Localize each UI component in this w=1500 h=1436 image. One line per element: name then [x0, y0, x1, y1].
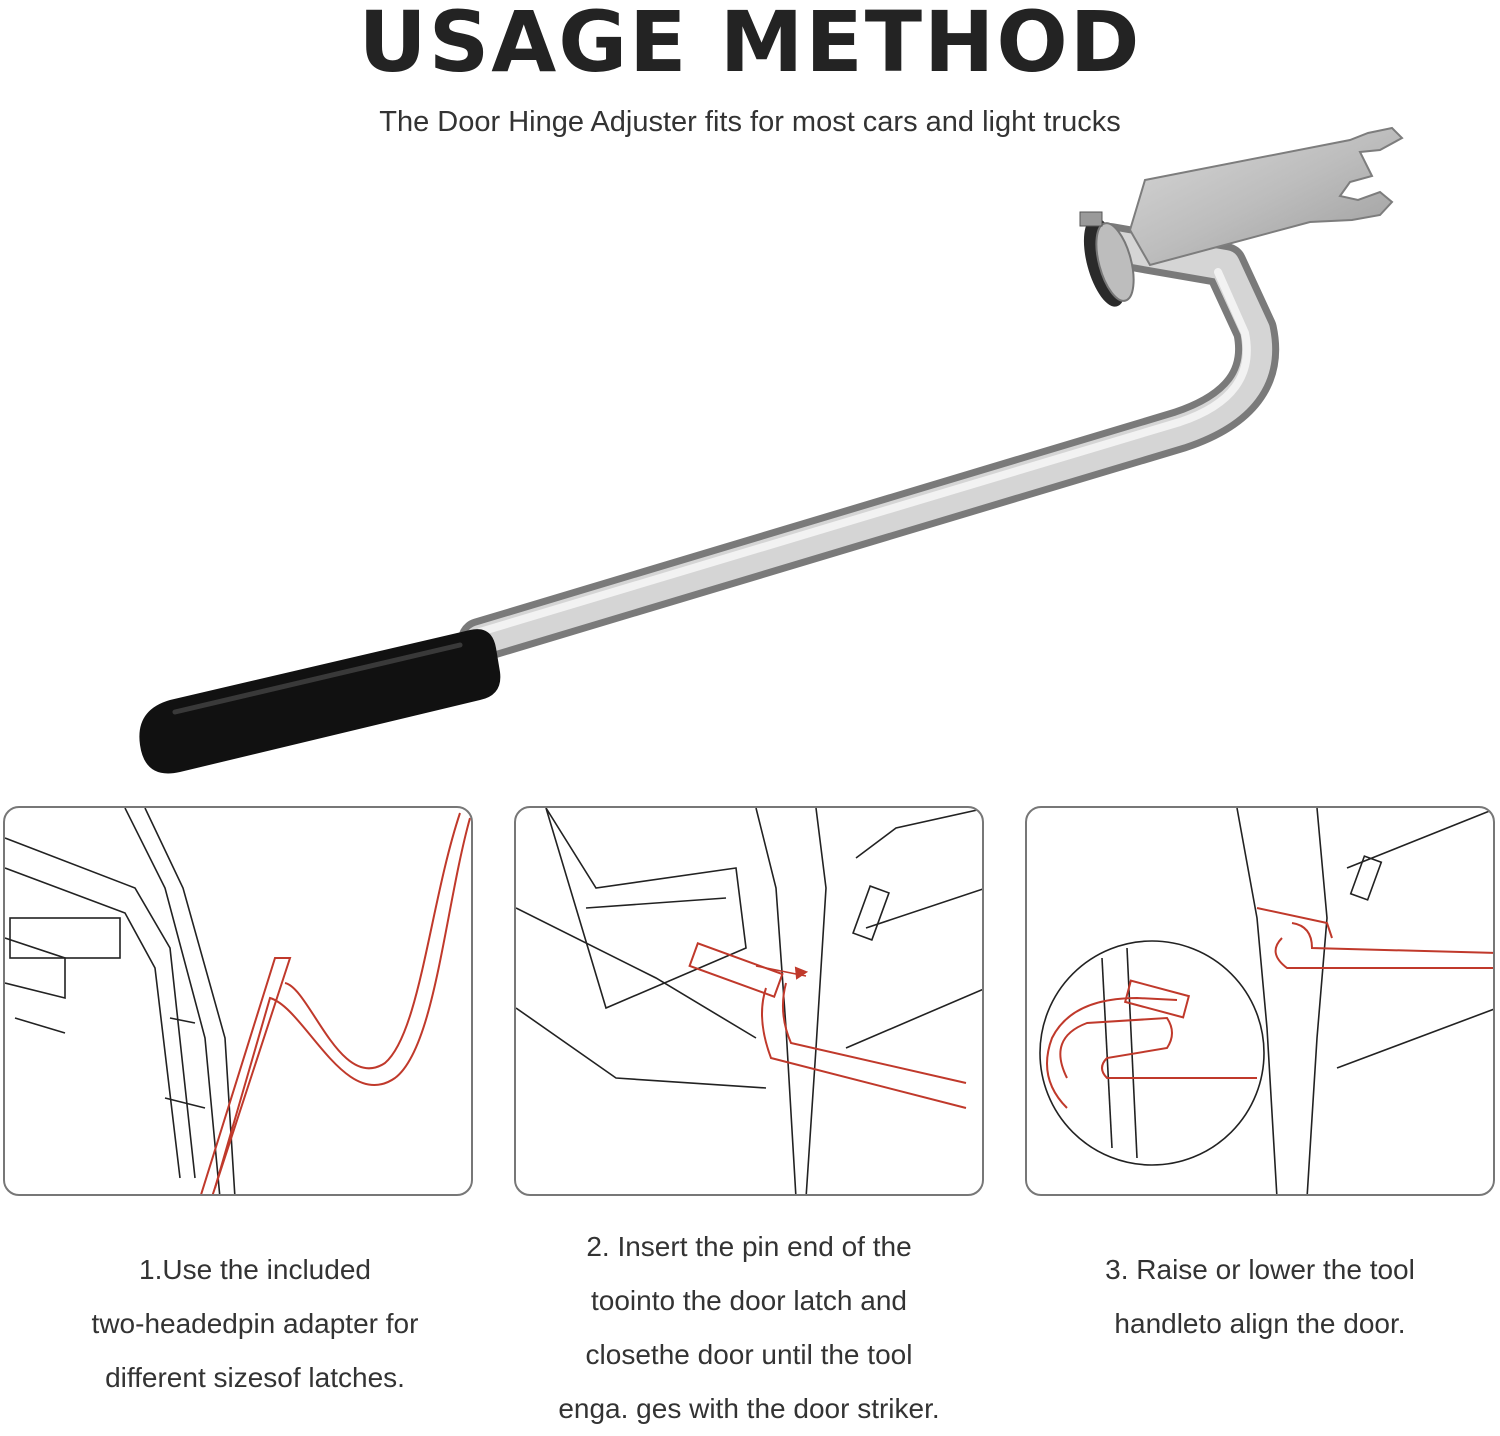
caption-line: toointo the door latch and [590, 1285, 907, 1316]
page-subtitle: The Door Hinge Adjuster fits for most cars and light trucks [379, 106, 1121, 138]
caption-line: 1.Use the included [139, 1254, 371, 1285]
tool-pin-plate [1130, 128, 1402, 265]
caption-line: 2. Insert the pin end of the [586, 1231, 912, 1262]
caption-line: different sizesof latches. [105, 1362, 405, 1393]
caption-line: 3. Raise or lower the tool [1105, 1254, 1415, 1285]
caption-line: handleto align the door. [1114, 1308, 1406, 1339]
step-1-illustration [3, 806, 473, 1196]
step-2-caption [514, 1220, 984, 1436]
step-3-caption [1025, 1243, 1495, 1351]
step-3-illustration [1025, 806, 1495, 1196]
caption-line: closethe door until the tool [585, 1339, 913, 1370]
caption-line: two-headedpin adapter for [91, 1308, 419, 1339]
caption-line: enga. ges with the door striker. [558, 1393, 940, 1424]
step-2-illustration [514, 806, 984, 1196]
step-1-caption [40, 1243, 470, 1405]
page-title: USAGE METHOD [358, 0, 1142, 91]
